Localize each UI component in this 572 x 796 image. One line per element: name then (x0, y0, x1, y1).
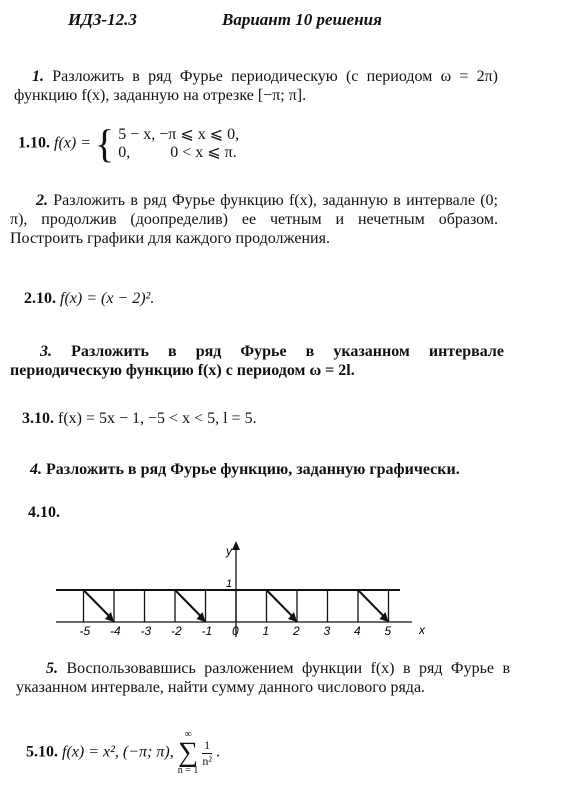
task3-label: 3.10. (22, 410, 54, 427)
ramp-segment (84, 590, 112, 618)
x-tick-label: -5 (79, 624, 91, 638)
graph-tick-group (80, 590, 392, 638)
task1-statement (14, 67, 498, 105)
task1-cases (118, 126, 239, 162)
x-tick-label: 5 (384, 624, 392, 638)
task3-number: 3. (40, 343, 52, 360)
task3-statement (10, 342, 504, 380)
left-brace-icon: { (95, 121, 115, 166)
task3-expression: f(x) = 5x − 1, −5 < x < 5, l = 5. (58, 410, 257, 427)
task1-number: 1. (32, 68, 44, 85)
task5-number: 5. (46, 660, 58, 677)
ramp-segment (175, 590, 203, 618)
task2-text: Разложить в ряд Фурье функцию f(x), заданную в интервале (0; π), продолжив (доопределив) ее четным и нечетным образом. Построить графики для каждого продолжения. (10, 192, 499, 247)
task4-text: Разложить в ряд Фурье функцию, заданную графически. (46, 461, 460, 478)
x-tick-label: -4 (110, 624, 121, 638)
fraction-denominator: n² (202, 753, 212, 768)
summation (178, 730, 199, 776)
task1-formula (18, 121, 240, 166)
sum-lower-limit: n = 1 (177, 765, 199, 776)
task5-statement (16, 659, 510, 697)
y-axis-arrow-icon (232, 541, 240, 550)
x-tick-label: 0 (232, 624, 239, 638)
x-tick-label: -2 (171, 624, 182, 638)
task2-label: 2.10. (24, 290, 56, 307)
task2-number: 2. (36, 192, 48, 209)
ramp-segment (267, 590, 295, 618)
header-left: ИДЗ-12.3 (68, 10, 137, 29)
task1-case1: 5 − x, −π ⩽ x ⩽ 0, (118, 126, 240, 143)
ramp-segment (358, 590, 386, 618)
task2-statement (10, 191, 498, 248)
task2-expression: f(x) = (x − 2)². (60, 290, 155, 307)
x-tick-label: 3 (323, 624, 331, 638)
task5-formula (26, 730, 220, 776)
x-tick-label: -3 (140, 624, 152, 638)
task1-case2: 0, 0 < x ⩽ π. (118, 144, 237, 161)
y-axis-label: y (226, 544, 232, 558)
task4-number: 4. (30, 461, 42, 478)
task1-fx: f(x) = (54, 134, 91, 152)
task4-label-wrap (28, 504, 60, 522)
task4-label: 4.10. (28, 504, 60, 521)
sigma-icon: ∑ (178, 737, 199, 768)
x-tick-label: 1 (262, 624, 270, 638)
task2-formula (24, 290, 154, 308)
x-tick-label: 2 (293, 624, 300, 638)
x-tick-label: -1 (201, 624, 213, 638)
sum-upper-limit: ∞ (184, 729, 192, 740)
task3-text: Разложить в ряд Фурье в указанном интервале периодическую функцию f(x) с периодом ω = 2l. (10, 343, 505, 379)
task5-text: Воспользовавшись разложением функции f(x) в ряд Фурье в указанном интервале, найти сумму данного числового ряда. (16, 660, 510, 696)
task5-expression: f(x) = x², (−π; π), (62, 743, 174, 761)
one-label: 1 (226, 578, 233, 590)
fraction (202, 738, 212, 769)
task5-label: 5.10. (26, 743, 58, 761)
x-tick-label: 4 (354, 624, 361, 638)
task3-formula (22, 410, 257, 428)
task1-label: 1.10. (18, 134, 50, 152)
task4-statement (30, 460, 562, 479)
task1-text: Разложить в ряд Фурье периодическую (с периодом ω = 2π) функцию f(x), заданную на отрезке [−π; π]. (14, 68, 499, 104)
header-right: Вариант 10 решения (222, 10, 382, 29)
x-axis-label: x (419, 623, 425, 637)
function-graph (0, 535, 572, 645)
formula-tail: . (215, 743, 220, 761)
fraction-numerator: 1 (204, 737, 211, 752)
